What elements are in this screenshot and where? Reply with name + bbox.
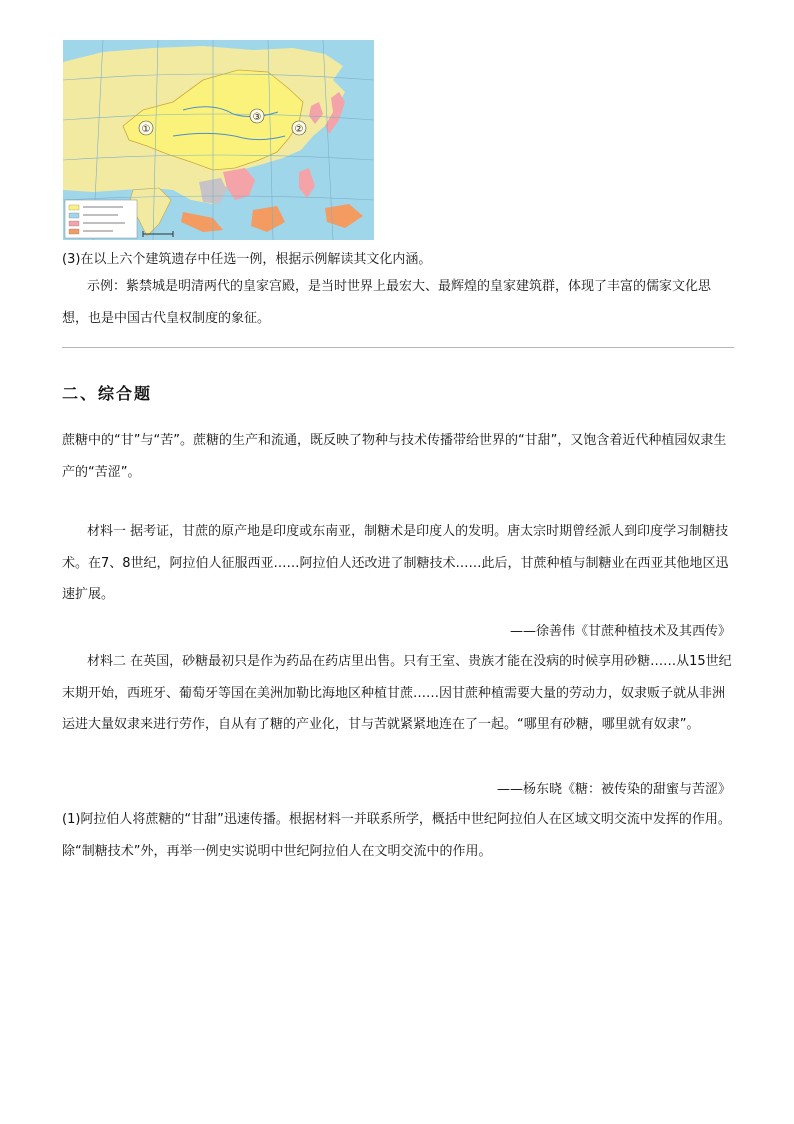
section-heading: 二、综合题 <box>62 384 153 403</box>
example-paragraph: 示例：紫禁城是明清两代的皇家宫殿，是当时世界上最宏大、最辉煌的皇家建筑群，体现了丰富的儒家文化思想，也是中国古代皇权制度的象征。 <box>62 279 712 326</box>
svg-text:①: ① <box>141 124 151 135</box>
material-2-paragraph: 材料二 在英国，砂糖最初只是作为药品在药店里出售。只有王室、贵族才能在没病的时候享用砂糖……从15世纪末期开始，西班牙、葡萄牙等国在美洲加勒比海地区种植甘蔗……因甘蔗种植需要大量的劳动力，奴隶贩子就从非洲运进大量奴隶来进行劳作，自从有了糖的产业化，甘与苦就紧紧地连在了一起。“哪里有砂糖，哪里就有奴隶”。 <box>62 654 732 732</box>
material-1-source: ——徐善伟《甘蔗种植技术及其西传》 <box>509 624 731 639</box>
map-marker-1 <box>139 121 153 135</box>
svg-text:②: ② <box>294 124 304 135</box>
question-3: (3)在以上六个建筑遗存中任选一例，根据示例解读其文化内涵。 <box>62 252 432 267</box>
map-legend <box>65 200 137 238</box>
section-divider <box>62 347 734 348</box>
map-marker-2 <box>292 121 306 135</box>
question-1: (1)阿拉伯人将蔗糖的“甘甜”迅速传播。根据材料一并联系所学，概括中世纪阿拉伯人在区域文明交流中发挥的作用。除“制糖技术”外，再举一例史实说明中世纪阿拉伯人在文明交流中的作用。 <box>62 812 731 859</box>
svg-text:③: ③ <box>252 112 262 123</box>
material-1-paragraph: 材料一 据考证，甘蔗的原产地是印度或东南亚，制糖术是印度人的发明。唐太宗时期曾经派人到印度学习制糖技术。在7、8世纪，阿拉伯人征服西亚……阿拉伯人还改进了制糖技术……此后，甘蔗种植与制糖业在西亚其他地区迅速扩展。 <box>62 524 729 602</box>
asia-map-figure <box>63 40 374 240</box>
intro-paragraph: 蔗糖中的“甘”与“苦”。蔗糖的生产和流通，既反映了物种与技术传播带给世界的“甘甜”，又饱含着近代种植园奴隶生产的“苦涩”。 <box>62 433 727 480</box>
material-2-source: ——杨东晓《糖：被传染的甜蜜与苦涩》 <box>496 782 731 797</box>
map-marker-3 <box>250 109 264 123</box>
